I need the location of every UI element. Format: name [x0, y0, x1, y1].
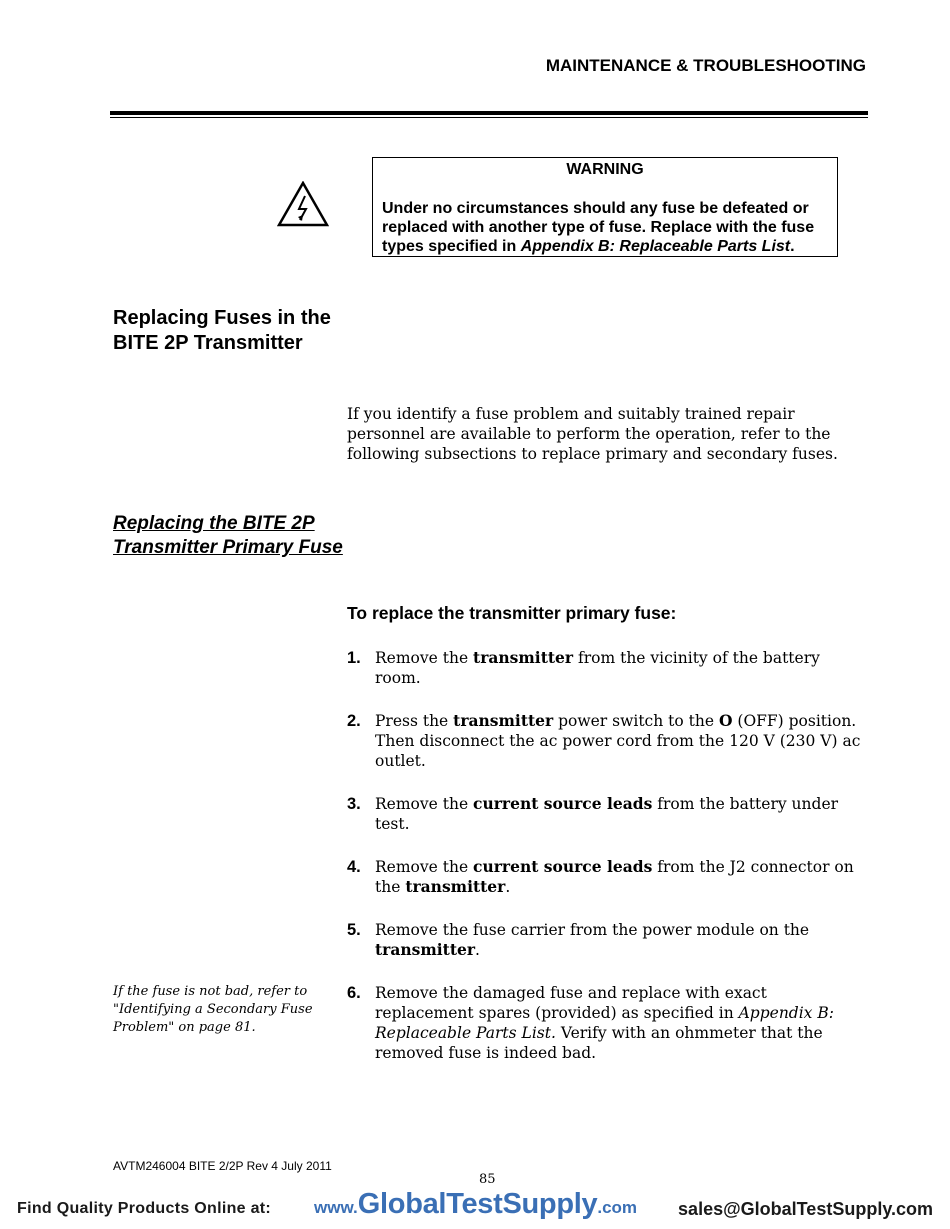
step-text: Remove the current source leads from the battery under test.	[375, 794, 839, 833]
procedure-step-2	[347, 711, 862, 771]
step-number: 1.	[347, 649, 361, 667]
step-text: Remove the transmitter from the vicinity of the battery room.	[375, 648, 820, 687]
step-text: Press the transmitter power switch to the O (OFF) position. Then disconnect the ac power cord from the 120 V (230 V) ac outlet.	[375, 711, 861, 770]
banner-email-link[interactable]: sales@GlobalTestSupply.com	[678, 1199, 933, 1219]
warning-text	[382, 199, 828, 256]
side-note: If the fuse is not bad, refer to "Identifying a Secondary Fuse Problem" on page 81.	[113, 984, 313, 1035]
procedure-step-1	[347, 648, 862, 688]
page-number: 85	[479, 1172, 496, 1187]
warning-text-end: .	[790, 238, 795, 255]
warning-box	[372, 157, 838, 257]
header-rule-thin	[110, 117, 868, 118]
step-number: 3.	[347, 795, 361, 813]
warning-appendix-ref: Appendix B: Replaceable Parts List	[520, 238, 791, 255]
step-text: Remove the fuse carrier from the power module on the transmitter.	[375, 921, 810, 959]
document-id: AVTM246004 BITE 2/2P Rev 4 July 2011	[113, 1159, 332, 1173]
procedure-step-4	[347, 857, 862, 897]
step-number: 6.	[347, 984, 361, 1002]
banner-tagline: Find Quality Products Online at:	[17, 1200, 272, 1217]
procedure-title: To replace the transmitter primary fuse:	[347, 603, 677, 623]
step-text: Remove the damaged fuse and replace with exact replacement spares (provided) as specified in Appendix B: Replaceable Parts List. Verify with an ohmmeter that the removed fuse is indeed bad.	[375, 984, 834, 1062]
procedure-step-3	[347, 794, 862, 834]
step-number: 2.	[347, 712, 361, 730]
section-header: MAINTENANCE & TROUBLESHOOTING	[545, 56, 866, 75]
banner-website-link[interactable]: www.GlobalTestSupply.com	[314, 1188, 638, 1220]
step-text: Remove the current source leads from the J2 connector on the transmitter.	[375, 857, 854, 896]
subsection-heading: Replacing the BITE 2P Transmitter Primary Fuse	[113, 513, 343, 558]
intro-paragraph: If you identify a fuse problem and suitably trained repair personnel are available to perform the operation, refer to the following subsections to replace primary and secondary fuses.	[347, 405, 838, 463]
electrical-hazard-icon	[277, 181, 329, 227]
step-number: 5.	[347, 921, 361, 939]
procedure-step-6	[347, 983, 862, 1063]
step-number: 4.	[347, 858, 361, 876]
warning-title: WARNING	[566, 161, 644, 178]
header-rule-thick	[110, 111, 868, 115]
procedure-step-5	[347, 920, 862, 960]
warning-text-body: Under no circumstances should any fuse be defeated or replaced with another type of fuse. Replace with the fuse types specified in	[382, 200, 815, 255]
section-heading: Replacing Fuses in the BITE 2P Transmitter	[113, 307, 331, 354]
